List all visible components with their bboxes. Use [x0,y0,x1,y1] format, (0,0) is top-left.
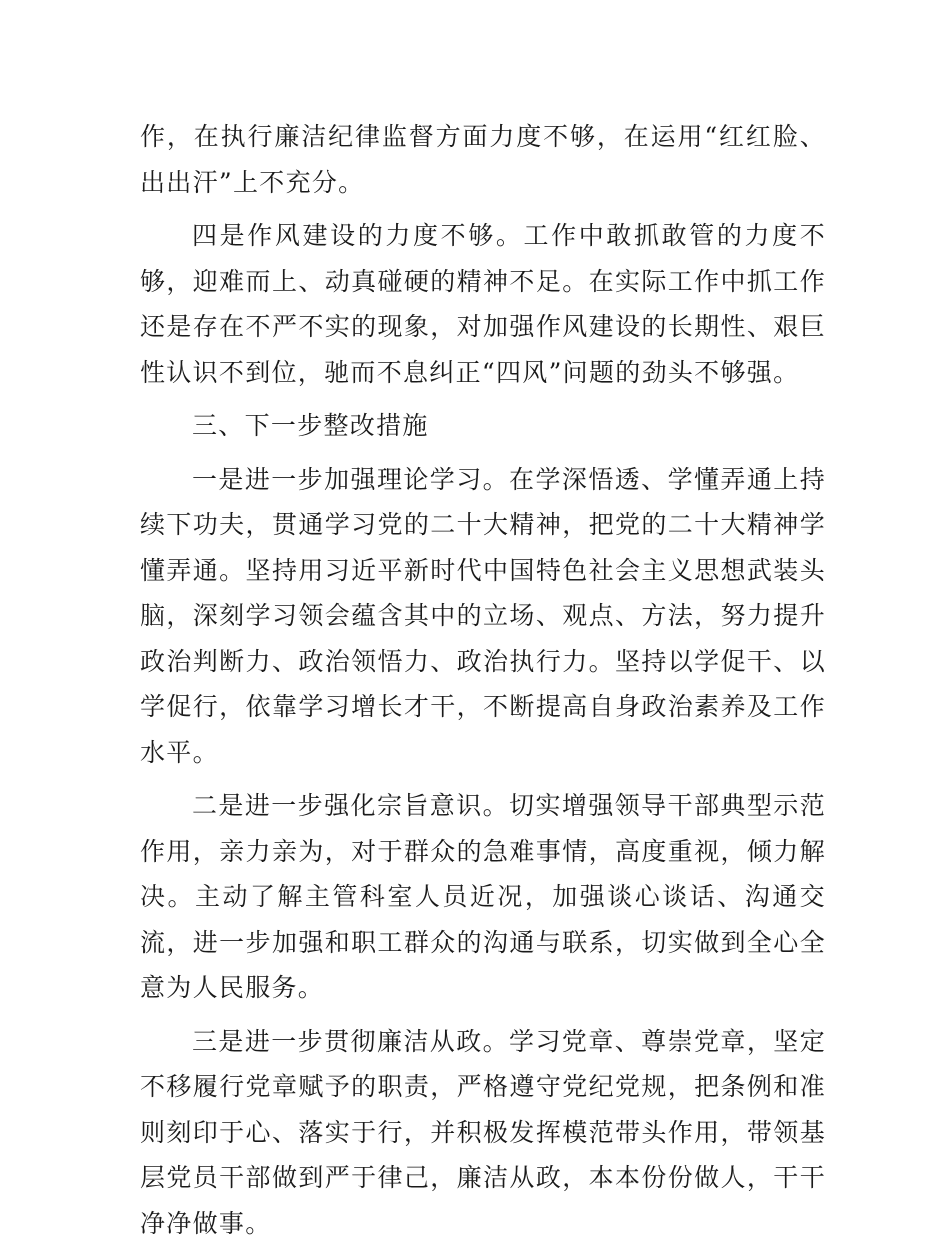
paragraph-style-issue: 四是作风建设的力度不够。工作中敢抓敢管的力度不够，迎难而上、动真碰硬的精神不足。在实际工作中抓工作还是存在不严不实的现象，对加强作风建设的长期性、艰巨性认识不到位，驰而不息纠正“四风”问题的劲头不够强。 [140,213,826,395]
paragraph-theory-study: 一是进一步加强理论学习。在学深悟透、学懂弄通上持续下功夫，贯通学习党的二十大精神，把党的二十大精神学懂弄通。坚持用习近平新时代中国特色社会主义思想武装头脑，深刻学习领会蕴含其中的立场、观点、方法，努力提升政治判断力、政治领悟力、政治执行力。坚持以学促干、以学促行，依靠学习增长才干，不断提高自身政治素养及工作水平。 [140,457,826,776]
section-heading: 三、下一步整改措施 [140,403,826,449]
document-body [140,114,826,1246]
paragraph-clean-governance: 三是进一步贯彻廉洁从政。学习党章、尊崇党章，坚定不移履行党章赋予的职责，严格遵守党纪党规，把条例和准则刻印于心、落实于行，并积极发挥模范带头作用，带领基层党员干部做到严于律己，廉洁从政，本本份份做人，干干净净做事。 [140,1019,826,1246]
paragraph-continuation: 作，在执行廉洁纪律监督方面力度不够，在运用“红红脸、出出汗”上不充分。 [140,114,826,205]
paragraph-purpose-awareness: 二是进一步强化宗旨意识。切实增强领导干部典型示范作用，亲力亲为，对于群众的急难事情，高度重视，倾力解决。主动了解主管科室人员近况，加强谈心谈话、沟通交流，进一步加强和职工群众的沟通与联系，切实做到全心全意为人民服务。 [140,783,826,1011]
